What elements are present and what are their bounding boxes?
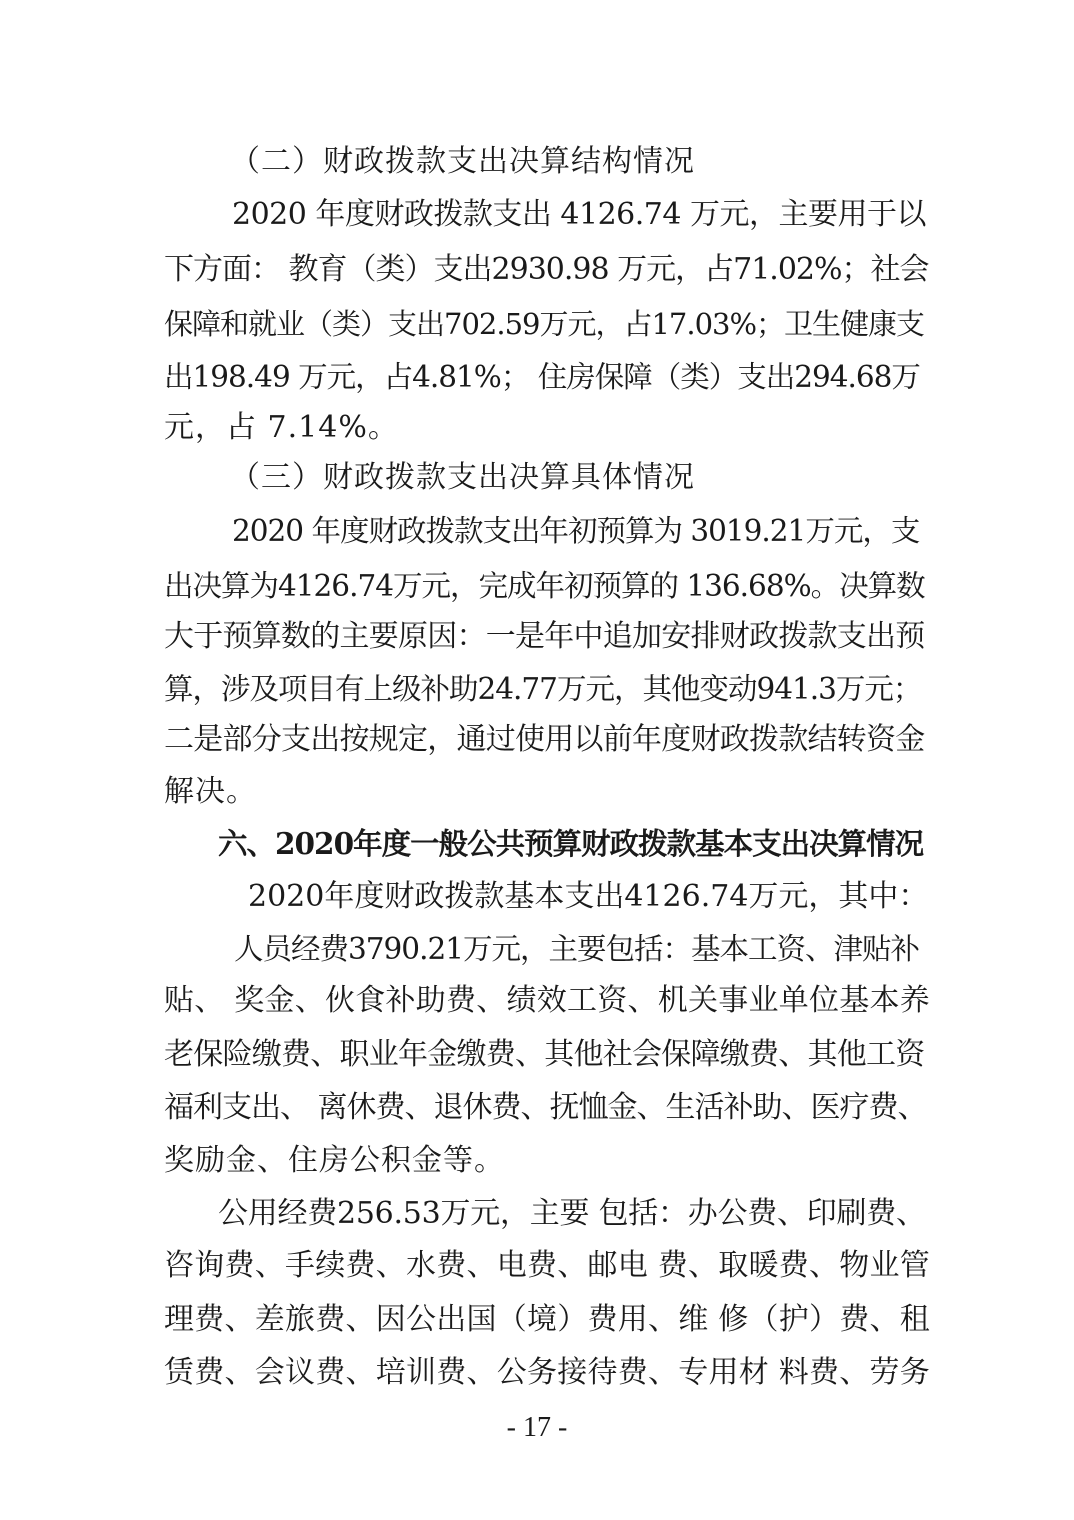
section-3-para-line-6: 解决。 [164, 774, 257, 809]
section-2-heading: （二）财政拨款支出决算结构情况 [230, 144, 695, 179]
personnel-para-line-5: 奖励金、住房公积金等。 [164, 1143, 505, 1178]
section-3-heading: （三）财政拨款支出决算具体情况 [230, 460, 695, 495]
public-para-line-4: 赁费、会议费、培训费、公务接待费、专用材 料费、劳务 [164, 1355, 931, 1390]
section-6-heading: 六、2020年度一般公共预算财政拨款基本支出决算情况 [218, 826, 924, 861]
section-6-intro: 2020年度财政拨款基本支出4126.74万元，其中： [248, 879, 929, 914]
section-2-para-line-3: 保障和就业（类）支出702.59万元，占17.03%；卫生健康支 [164, 307, 925, 341]
personnel-para-line-2: 贴、 奖金、伙食补助费、绩效工资、机关事业单位基本养 [164, 983, 931, 1018]
section-3-para-line-1: 2020 年度财政拨款支出年初预算为 3019.21万元，支 [232, 514, 920, 548]
personnel-para-line-1: 人员经费3790.21万元，主要包括：基本工资、津贴补 [234, 932, 919, 966]
section-2-para-line-2: 下方面： 教育（类）支出2930.98 万元，占71.02%；社会 [164, 252, 929, 287]
page-number: - 17 - [506, 1412, 568, 1443]
section-3-para-line-5: 二是部分支出按规定，通过使用以前年度财政拨款结转资金 [164, 722, 925, 757]
personnel-para-line-3: 老保险缴费、职业年金缴费、其他社会保障缴费、其他工资 [164, 1037, 925, 1072]
section-2-para-line-5: 元，占 7.14%。 [164, 410, 399, 445]
public-para-line-1: 公用经费256.53万元，主要 包括：办公费、印刷费、 [218, 1196, 926, 1231]
section-3-para-line-3: 大于预算数的主要原因：一是年中追加安排财政拨款支出预 [164, 619, 925, 654]
public-para-line-3: 理费、差旅费、因公出国（境）费用、维 修（护）费、租 [164, 1302, 931, 1337]
section-3-para-line-2: 出决算为4126.74万元，完成年初预算的 136.68%。决算数 [164, 569, 925, 603]
public-para-line-2: 咨询费、手续费、水费、电费、邮电 费、取暖费、物业管 [164, 1248, 931, 1283]
section-3-para-line-4: 算，涉及项目有上级补助24.77万元，其他变动941.3万元； [164, 672, 922, 706]
section-2-para-line-1: 2020 年度财政拨款支出 4126.74 万元，主要用于以 [232, 197, 927, 232]
section-2-para-line-4: 出198.49 万元，占4.81%； 住房保障（类）支出294.68万 [164, 360, 920, 394]
personnel-para-line-4: 福利支出、 离休费、退休费、抚恤金、生活补助、医疗费、 [164, 1090, 927, 1125]
